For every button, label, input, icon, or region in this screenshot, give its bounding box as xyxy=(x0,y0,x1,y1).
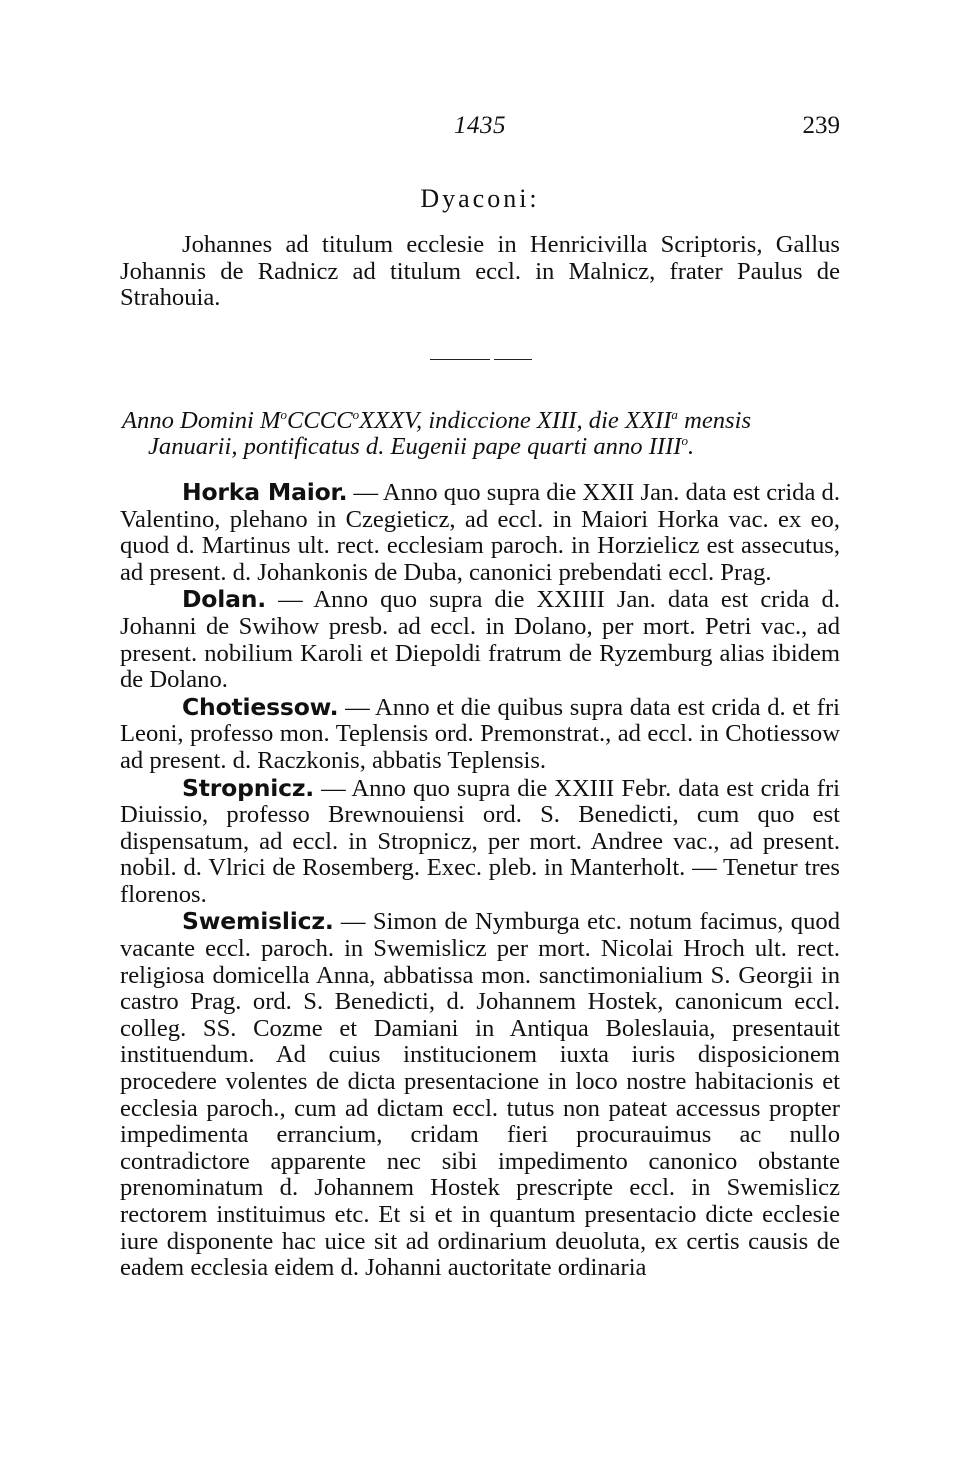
date-line-1: Anno Domini $M^oCCCC^oXXXV$, indiccione XIII, die XXII$^a$ mensis xyxy=(122,406,752,434)
date-heading xyxy=(120,408,840,461)
separator-rule xyxy=(430,359,532,360)
entry-place: Stropnicz. xyxy=(182,773,315,802)
page-number: 239 xyxy=(802,112,840,139)
entry-swemislicz xyxy=(120,908,840,1281)
document-page xyxy=(120,112,840,1282)
section-heading: Dyaconi: xyxy=(420,184,540,213)
entry-text: — Anno quo supra die XXIII Febr. data est crida fri Diuissio, professo Brewnouiensi ord. S. Benedicti, cum quo est dispensatum, ad eccl. in Stropnicz, per mort. Andree vac., ad present. nobil. d. Vlrici de Rosemberg. Exec. pleb. in Manterholt. — Tenetur tres florenos. xyxy=(120,774,840,908)
entry-place: Swemislicz. xyxy=(182,907,334,936)
entry-dolan xyxy=(120,586,840,693)
entry-text: — Anno quo supra die XXII Jan. data est crida d. Valentino, plehano in Czegieticz, ad eccl. in Maiori Horka vac. ex eo, quod d. Martinus ult. rect. ecclesiam paroch. in Horzielicz est assecutus, ad present. d. Johankonis de Duba, canonici prebendati eccl. Prag. xyxy=(120,478,840,586)
entry-place: Horka Maior. xyxy=(182,477,348,506)
paragraph-deacons: Johannes ad titulum ecclesie in Henricivilla Scriptoris, Gallus Johannis de Radnicz ad titulum eccl. in Malnicz, frater Paulus de Strahouia. xyxy=(120,231,840,312)
running-header xyxy=(120,112,840,146)
running-head-year: 1435 xyxy=(454,112,506,139)
entry-chotiessow xyxy=(120,694,840,775)
entry-text: — Simon de Nymburga etc. notum facimus, quod vacante eccl. paroch. in Swemislicz per mort. Nicolai Hroch ult. rect. religiosa domicella Anna, abbatissa mon. sanctimonialium S. Georgii in castro Prag. ord. S. Benedicti, d. Johannem Hostek, canonicum eccl. colleg. SS. Cozme et Damiani in Antiqua Boleslauia, presentauit instituendum. Ad cuius institucionem iuxta iuris disposicionem procedere volentes de dicta presentacione in loco nostre habitacionis et ecclesia paroch., cum ad dictam eccl. tutus non pateat accessus propter impedimenta errancium, cridam fieri procurauimus ac nullo contradictore apparente nec sibi impedimento canonico obstante prenominatum d. Johannem Hostek prescripte eccl. in Swemislicz rectorem instituimus etc. Et si et in quantum presentacio dicte ecclesie iure disponente hac uice sit ad ordinarium deuoluta, ex certis causis de eadem ecclesia eidem d. Johanni auctoritate ordinaria xyxy=(120,908,840,1282)
entries-list xyxy=(120,479,840,1282)
entry-text: — Anno quo supra die XXIIII Jan. data est crida d. Johanni de Swihow presb. ad eccl. in Dolano, per mort. Petri vac., ad present. nobilium Karoli et Diepoldi fratrum de Ryzemburg alias ibidem de Dolano. xyxy=(120,586,840,694)
separator xyxy=(120,312,840,408)
entry-place: Dolan. xyxy=(182,585,267,614)
entry-stropnicz xyxy=(120,775,840,909)
entry-text: — Anno et die quibus supra data est crida d. et fri Leoni, professo mon. Teplensis ord. Premonstrat., ad eccl. in Chotiessow ad present. d. Raczkonis, abbatis Teplensis. xyxy=(120,693,840,774)
entry-horka-maior xyxy=(120,479,840,586)
entry-place: Chotiessow. xyxy=(182,692,339,721)
date-line-2: Januarii, pontificatus d. Eugenii pape quarti anno IIII$^o$. xyxy=(148,433,695,461)
